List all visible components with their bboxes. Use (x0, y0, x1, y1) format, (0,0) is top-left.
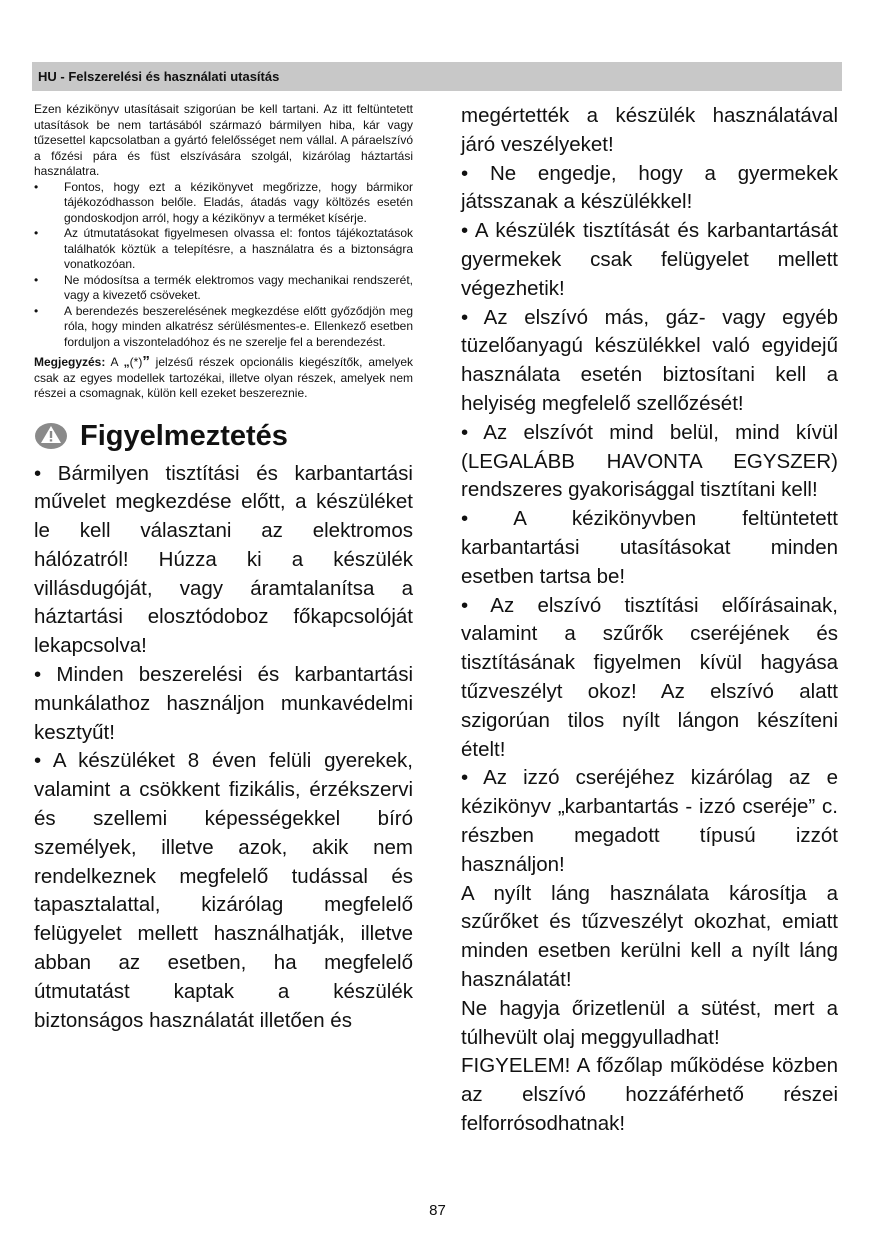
note-label: Megjegyzés: (34, 355, 106, 369)
right-column (461, 102, 838, 1139)
warning-paragraph: • Az izzó cseréjéhez kizárólag az e kézikönyv „karbantartás - izzó cseréje” c. részben megadott típusú izzót használjon! (461, 766, 838, 876)
warning-paragraph: • A készüléket 8 éven felüli gyerekek, valamint a csökkent fizikális, érzékszervi és szellemi képességekkel bíró személyek, illetve azok, akik nem rendelkeznek megfelelő tudással és tapasztalattal, kizárólag megfelelő felügyelet mellett használhatják, illetve abban az esetben, ha megfelelő útmutatást kaptak a készülék biztonságos használatát illetően és (34, 749, 413, 1032)
note-marker: (*) (129, 355, 143, 369)
warning-paragraph: • Bármilyen tisztítási és karbantartási művelet megkezdése előtt, a készüléket le kell választani az elektromos hálózatról! Húzza ki a készülék villásdugóját, vagy áramtalanítsa a háztartási elosztódoboz főkapcsolóját lekapcsolva! (34, 461, 413, 658)
warning-paragraph: • Minden beszerelési és karbantartási munkálathoz használjon munkavédelmi kesztyűt! (34, 663, 413, 744)
note-text: jelzésű részek opcionális kiegészítők, amelyek csak az egyes modellek tartozékai, illetve olyan részek, amelyek nem részei a csomagnak, külön kell ezeket beszereznie. (34, 355, 413, 400)
bullet-icon: • (34, 272, 39, 287)
list-item (34, 226, 413, 273)
warning-paragraph: FIGYELEM! A főzőlap működése közben az elszívó hozzáférhető részei felforrósodhatnak! (461, 1054, 838, 1135)
note-quote-close: ” (142, 353, 150, 370)
page-number: 87 (429, 1202, 446, 1219)
warning-paragraph: • Az elszívót mind belül, mind kívül (LEGALÁBB HAVONTA EGYSZER) rendszeres gyakorisággal tisztítani kell! (461, 420, 838, 502)
warning-paragraph: • A kézikönyvben feltüntetett karbantartási utasításokat minden esetben tartsa be! (461, 507, 838, 588)
warning-paragraph: megértették a készülék használatával járó veszélyeket! (461, 104, 838, 156)
section-header-bar (32, 62, 842, 91)
bullet-icon: • (34, 226, 39, 240)
list-item-text: Az útmutatásokat figyelmesen olvassa el: fontos tájékoztatások találhatók köztük a telepítésre, a használatra és a biztonságra vonatkozóan. (64, 226, 413, 271)
left-column (34, 102, 413, 1035)
note-paragraph (34, 354, 413, 402)
bullet-icon: • (34, 303, 39, 318)
warning-paragraph: A nyílt láng használata károsítja a szűrőket és tűzveszélyt okozhat, emiatt minden esetben kerülni kell a nyílt láng használatát! (461, 881, 838, 991)
warning-paragraph: • Ne engedje, hogy a gyermekek játsszanak a készülékkel! (461, 161, 838, 214)
list-item-text: A berendezés beszerelésének megkezdése előtt győződjön meg róla, hogy minden alkatrész sérülésmentes-e. Ellenkező esetben forduljon a viszonteladóhoz és ne szerelje fel a berendezést. (64, 303, 413, 349)
warning-paragraph: • Az elszívó más, gáz- vagy egyéb tüzelőanyagú készülékkel való egyidejű használata esetén biztosítani kell a helyiség megfelelő szellőzését! (461, 305, 838, 415)
list-item (34, 304, 413, 351)
section-header-title: HU - Felszerelési és használati utasítás (38, 69, 280, 84)
intro-bullet-list (34, 180, 413, 351)
list-item (34, 273, 413, 304)
warning-paragraph: Ne hagyja őrizetlenül a sütést, mert a túlhevült olaj meggyulladhat! (461, 996, 838, 1049)
list-item-text: Ne módosítsa a termék elektromos vagy mechanikai rendszerét, vagy a kivezető csöveket. (64, 272, 413, 302)
warning-triangle-icon (34, 421, 68, 451)
list-item (34, 180, 413, 227)
note-quote-open: „ (123, 355, 130, 369)
warning-title: Figyelmeztetés (80, 419, 288, 452)
warning-heading (34, 418, 413, 454)
intro-paragraph: Ezen kézikönyv utasításait szigorúan be kell tartani. Az itt feltüntetett utasítások be nem tartásából származó bármilyen hiba, kár vagy tűzesettel kapcsolatban a gyártó felelősséget nem vállal. A páraelszívó a főzési pára és füst elszívására szolgál, kizárólag háztartási használatra. (34, 102, 413, 178)
warning-paragraph: • A készülék tisztítását és karbantartását gyermekek csak felügyelet mellett végezhetik! (461, 219, 838, 300)
bullet-icon: • (34, 179, 39, 194)
warning-paragraph: • Az elszívó tisztítási előírásainak, valamint a szűrők cseréjének és tisztításának figyelmen kívül hagyása tűzveszélyt okoz! Az elszívó alatt szigorúan tilos nyílt lángon készíteni ételt! (461, 593, 838, 761)
list-item-text: Fontos, hogy ezt a kézikönyvet megőrizze, hogy bármikor tájékozódhasson belőle. Eladás, átadás vagy költözés esetén gondoskodjon arról, hogy a kézikönyv a terméket kísérje. (64, 179, 413, 225)
note-pre: A (110, 355, 118, 369)
